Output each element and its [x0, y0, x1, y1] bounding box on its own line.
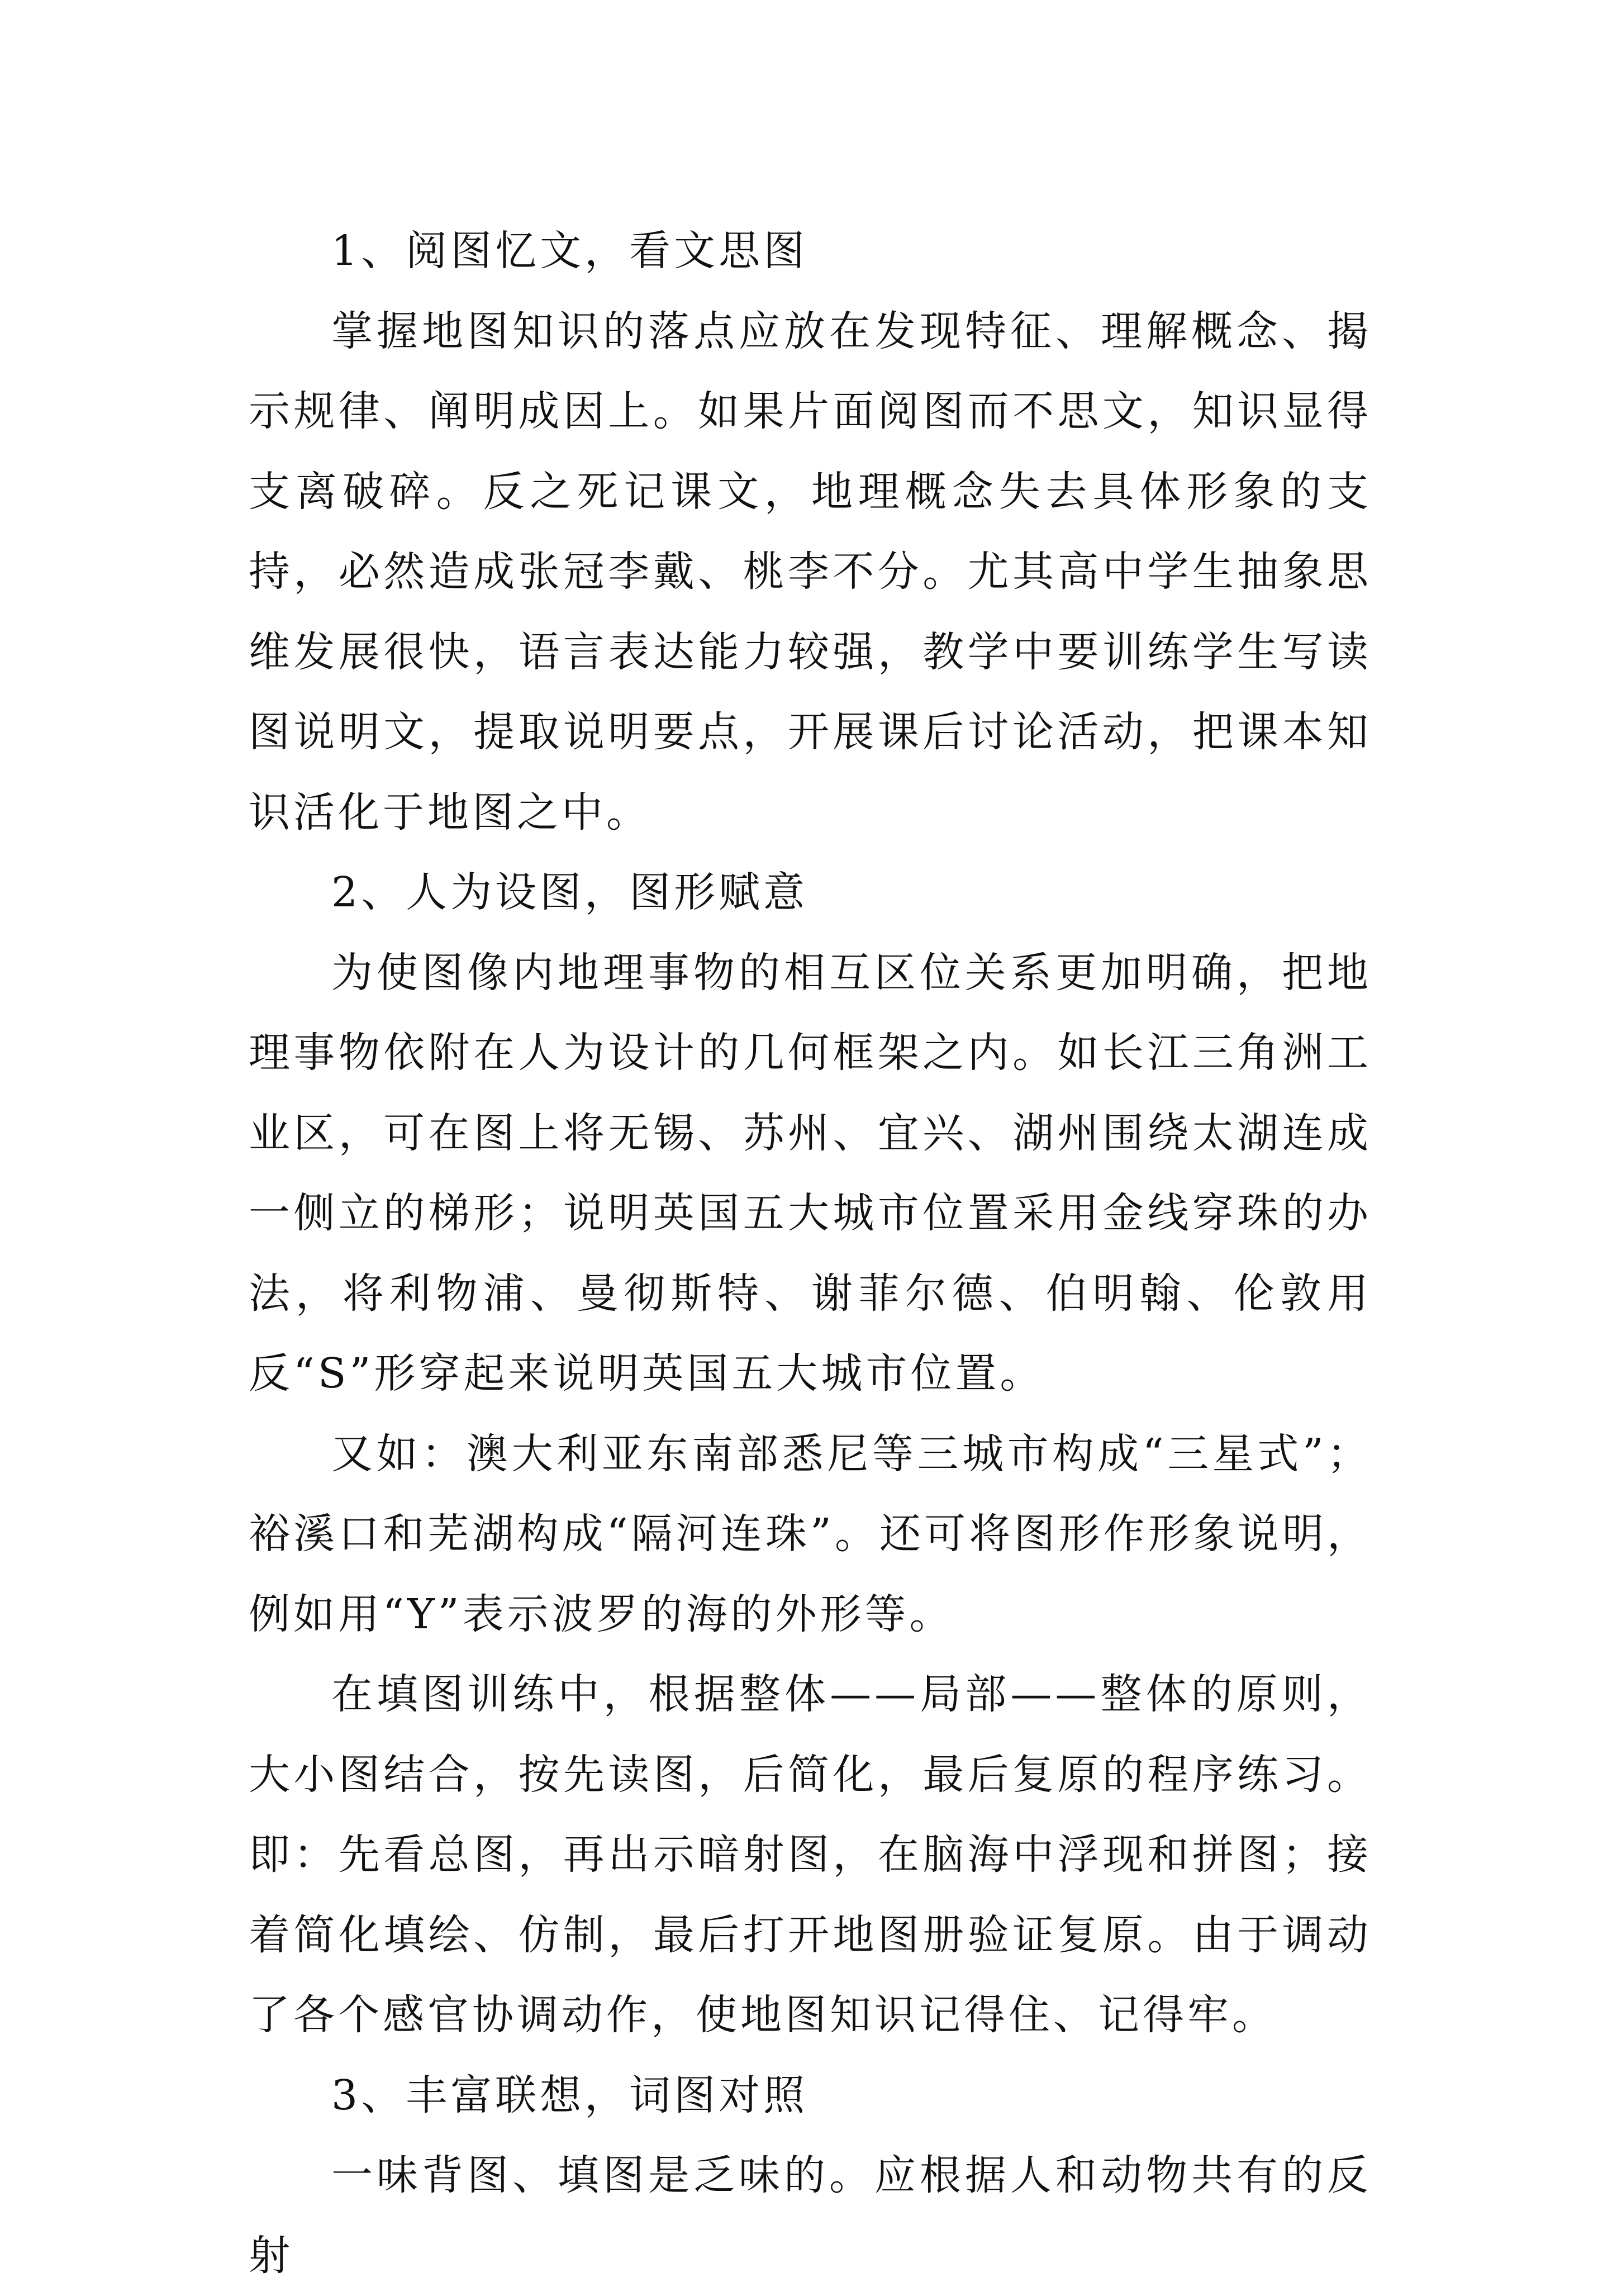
body-paragraph-2: 为使图像内地理事物的相互区位关系更加明确，把地理事物依附在人为设计的几何框架之内。如长江三角洲工业区，可在图上将无锡、苏州、宜兴、湖州围绕太湖连成一侧立的梯形；说明英国五大城市位置采用金线穿珠的办法，将利物浦、曼彻斯特、谢菲尔德、伯明翰、伦敦用反“S”形穿起来说明英国五大城市位置。 — [249, 948, 1372, 1397]
body-paragraph-1: 掌握地图知识的落点应放在发现特征、理解概念、揭示规律、阐明成因上。如果片面阅图而不思文，知识显得支离破碎。反之死记课文，地理概念失去具体形象的支持，必然造成张冠李戴、桃李不分。尤其高中学生抽象思维发展很快，语言表达能力较强，教学中要训练学生写读图说明文，提取说明要点，开展课后讨论活动，把课本知识活化于地图之中。 — [249, 307, 1372, 836]
body-paragraph-3: 又如：澳大利亚东南部悉尼等三城市构成“三星式”；裕溪口和芜湖构成“隔河连珠”。还可将图形作形象说明，例如用“Y”表示波罗的海的外形等。 — [249, 1429, 1372, 1638]
section-heading-3: 3、丰富联想，词图对照 — [331, 2071, 808, 2119]
section-heading-1: 1、阅图忆文，看文思图 — [331, 227, 808, 275]
document-body — [249, 211, 1372, 2296]
body-paragraph-5: 一味背图、填图是乏味的。应根据人和动物共有的反射 — [249, 2151, 1372, 2280]
section-heading-2: 2、人为设图，图形赋意 — [331, 868, 808, 916]
body-paragraph-4: 在填图训练中，根据整体——局部——整体的原则，大小图结合，按先读图，后简化，最后复原的程序练习。即：先看总图，再出示暗射图，在脑海中浮现和拼图；接着简化填绘、仿制，最后打开地图册验证复原。由于调动了各个感官协调动作，使地图知识记得住、记得牢。 — [249, 1670, 1372, 2039]
